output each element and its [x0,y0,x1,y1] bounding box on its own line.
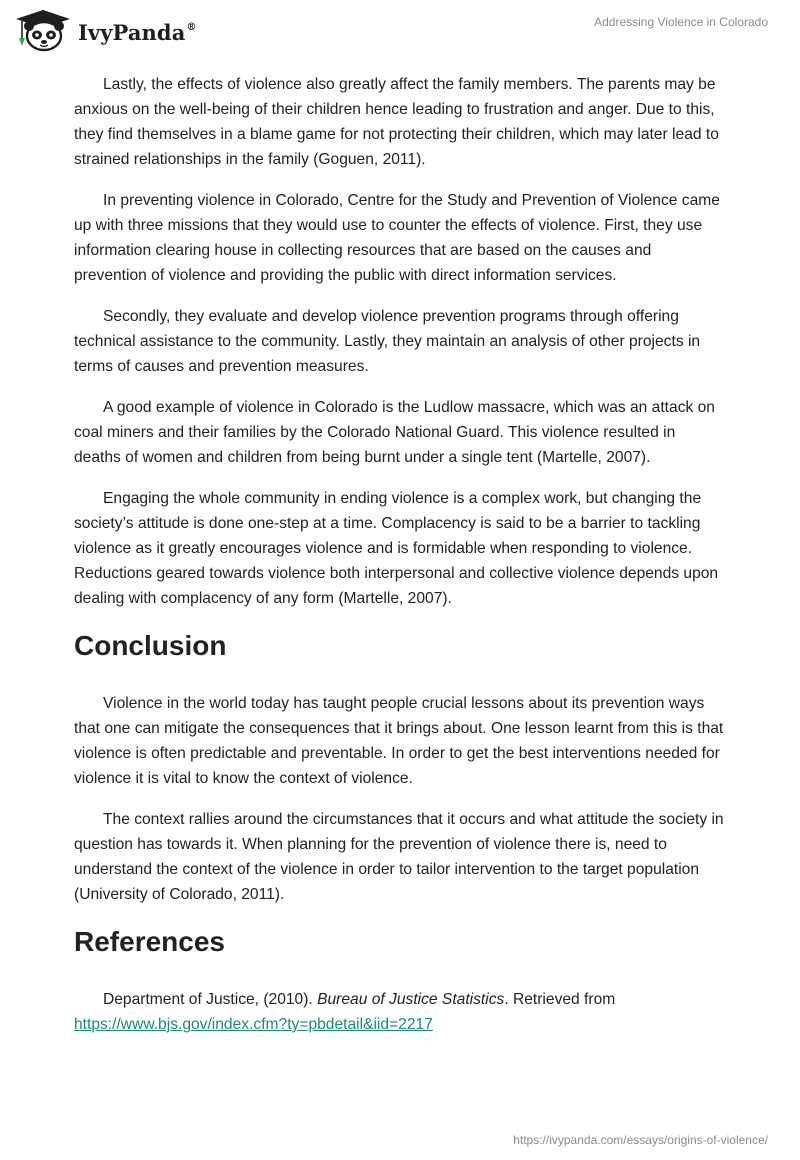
reference-retrieved: . Retrieved from [504,991,616,1008]
body-paragraph: A good example of violence in Colorado is the Ludlow massacre, which was an attack on coal miners and their families by the Colorado National Guard. This violence resulted in deaths of women and children from being burnt under a single tent (Martelle, 2007). [74,399,715,466]
brand-name: IvyPanda® [78,19,197,45]
reference-title: Bureau of Justice Statistics [317,991,505,1008]
references-heading: References [74,926,225,957]
ivypanda-logo[interactable] [14,8,197,52]
reference-link[interactable]: https://www.bjs.gov/index.cfm?ty=pbdetail&iid=2217 [74,1016,433,1033]
conclusion-paragraph: The context rallies around the circumstances that it occurs and what attitude the society in question has towards it. When planning for the prevention of violence there is, need to understand the context of the violence in order to tailor intervention to the target population (University of Colorado, 2011). [74,811,724,903]
conclusion-paragraph: Violence in the world today has taught people crucial lessons about its prevention ways that one can mitigate the consequences that it brings about. One lesson learnt from this is that violence is often predictable and preventable. In order to get the best interventions needed for violence it is vital to know the context of violence. [74,695,724,787]
reference-author: Department of Justice, (2010). [103,991,318,1008]
body-paragraph: Secondly, they evaluate and develop violence prevention programs through offering technical assistance to the community. Lastly, they maintain an analysis of other projects in terms of causes and prevention measures. [74,308,701,375]
article-body [74,72,726,1037]
body-paragraph: In preventing violence in Colorado, Centre for the Study and Prevention of Violence came up with three missions that they would use to counter the effects of violence. First, they use information clearing house in collecting resources that are based on the causes and prevention of violence and providing the public with direct information services. [74,192,720,284]
body-paragraph: Lastly, the effects of violence also greatly affect the family members. The parents may be anxious on the well-being of their children hence leading to frustration and anger. Due to this, they find themselves in a blame game for not protecting their children, which may later lead to strained relationships in the family (Goguen, 2011). [74,76,719,168]
panda-graduate-icon [14,8,72,52]
source-url[interactable]: https://ivypanda.com/essays/origins-of-violence/ [513,1133,768,1147]
reference-entry [74,987,726,1037]
page-header [0,0,800,66]
conclusion-heading: Conclusion [74,630,227,661]
document-title: Addressing Violence in Colorado [594,15,768,29]
body-paragraph: Engaging the whole community in ending violence is a complex work, but changing the society’s attitude is done one-step at a time. Complacency is said to be a barrier to tackling violence as it greatly encourages violence and is formidable when responding to violence. Reductions geared towards violence both interpersonal and collective violence depends upon dealing with complacency of any form (Martelle, 2007). [74,490,719,607]
